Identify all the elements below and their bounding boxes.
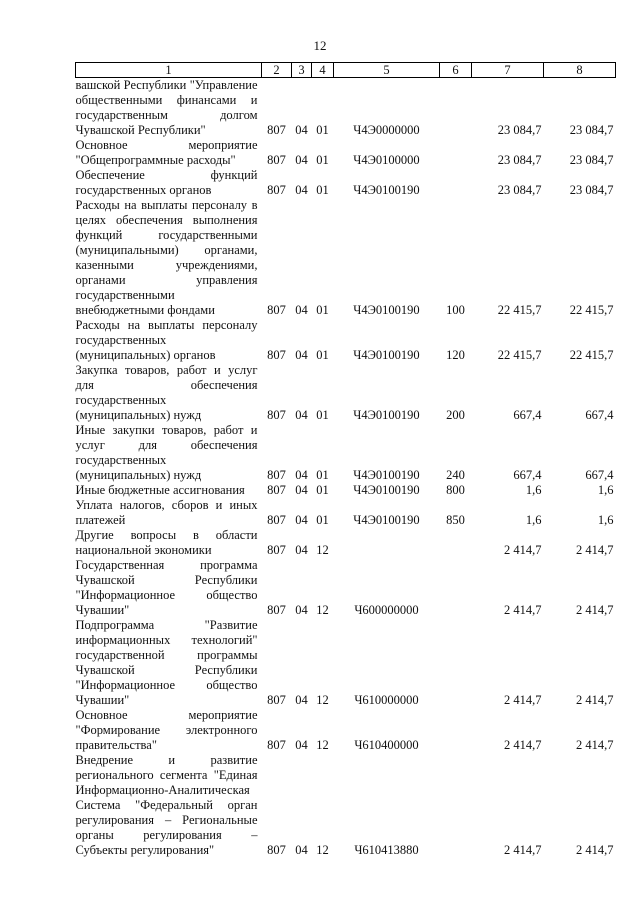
row-code-4: 12 xyxy=(316,693,329,707)
row-name: Расходы на выплаты персоналу государственных (муниципальных) органов xyxy=(75,318,258,362)
row-code-6 xyxy=(440,753,472,858)
row-code-2: 807 xyxy=(267,513,286,527)
row-name: Государственная программа Чувашской Республики "Информационное общество Чувашии" xyxy=(75,558,258,617)
row-amount-7: 2 414,7 xyxy=(504,693,542,707)
row-code-5: Ч4Э0100190 xyxy=(353,303,420,317)
column-header-7: 7 xyxy=(472,63,544,78)
row-code-6: 850 xyxy=(446,513,465,527)
row-code-6: 240 xyxy=(446,468,465,482)
row-code-6 xyxy=(440,138,472,168)
row-code-3: 04 xyxy=(295,543,308,557)
row-code-5: Ч610413880 xyxy=(354,843,419,857)
row-amount-7: 22 415,7 xyxy=(497,303,542,317)
row-code-6 xyxy=(440,618,472,708)
row-amount-8: 23 084,7 xyxy=(569,123,614,137)
row-amount-7: 1,6 xyxy=(525,483,542,497)
row-code-3: 04 xyxy=(295,483,308,497)
row-code-4: 01 xyxy=(316,468,329,482)
row-name: Уплата налогов, сборов и иных платежей xyxy=(75,498,258,527)
table-row xyxy=(76,138,616,168)
row-amount-8: 667,4 xyxy=(585,468,614,482)
row-code-4: 01 xyxy=(316,483,329,497)
column-header-1: 1 xyxy=(76,63,262,78)
row-code-3: 04 xyxy=(295,153,308,167)
row-code-2: 807 xyxy=(267,738,286,752)
row-code-2: 807 xyxy=(267,483,286,497)
row-code-2: 807 xyxy=(267,468,286,482)
row-code-6 xyxy=(440,168,472,198)
row-amount-8: 2 414,7 xyxy=(576,693,614,707)
row-code-2: 807 xyxy=(267,543,286,557)
row-amount-8: 667,4 xyxy=(585,408,614,422)
row-code-2: 807 xyxy=(267,348,286,362)
table-row xyxy=(76,198,616,318)
row-amount-8: 22 415,7 xyxy=(569,348,614,362)
row-amount-7: 23 084,7 xyxy=(497,153,542,167)
row-code-4: 01 xyxy=(316,303,329,317)
row-amount-7: 2 414,7 xyxy=(504,738,542,752)
row-code-3: 04 xyxy=(295,303,308,317)
row-code-3: 04 xyxy=(295,348,308,362)
row-code-2: 807 xyxy=(267,183,286,197)
row-amount-7: 23 084,7 xyxy=(497,123,542,137)
row-amount-7: 2 414,7 xyxy=(504,843,542,857)
column-header-4: 4 xyxy=(312,63,334,78)
row-code-3: 04 xyxy=(295,123,308,137)
row-code-4: 01 xyxy=(316,348,329,362)
row-code-3: 04 xyxy=(295,468,308,482)
row-code-4: 01 xyxy=(316,513,329,527)
row-amount-7: 667,4 xyxy=(513,408,542,422)
column-header-6: 6 xyxy=(440,63,472,78)
row-code-3: 04 xyxy=(295,513,308,527)
table-body xyxy=(76,78,616,859)
row-code-3: 04 xyxy=(295,183,308,197)
row-code-5: Ч4Э0100190 xyxy=(353,468,420,482)
row-code-4: 01 xyxy=(316,153,329,167)
row-amount-8: 23 084,7 xyxy=(569,153,614,167)
row-code-5: Ч4Э0100000 xyxy=(353,153,420,167)
row-code-4: 12 xyxy=(316,738,329,752)
row-code-2: 807 xyxy=(267,153,286,167)
table-row xyxy=(76,423,616,483)
row-code-5: Ч4Э0100190 xyxy=(353,348,420,362)
row-code-6 xyxy=(440,528,472,558)
row-code-2: 807 xyxy=(267,408,286,422)
row-code-5: Ч4Э0100190 xyxy=(353,513,420,527)
row-code-4: 01 xyxy=(316,123,329,137)
row-amount-8: 23 084,7 xyxy=(569,183,614,197)
row-code-2: 807 xyxy=(267,603,286,617)
table-row xyxy=(76,498,616,528)
row-amount-7: 22 415,7 xyxy=(497,348,542,362)
row-amount-8: 2 414,7 xyxy=(576,543,614,557)
row-code-6: 200 xyxy=(446,408,465,422)
row-amount-8: 2 414,7 xyxy=(576,738,614,752)
row-code-2: 807 xyxy=(267,123,286,137)
row-code-6: 800 xyxy=(446,483,465,497)
row-amount-8: 2 414,7 xyxy=(576,843,614,857)
column-header-8: 8 xyxy=(544,63,616,78)
row-code-5: Ч4Э0100190 xyxy=(353,183,420,197)
row-code-2: 807 xyxy=(267,303,286,317)
table-row xyxy=(76,318,616,363)
column-header-5: 5 xyxy=(334,63,440,78)
row-name: Основное мероприятие "Общепрограммные расходы" xyxy=(75,138,258,167)
table-row xyxy=(76,483,616,498)
row-code-5: Ч610400000 xyxy=(354,738,419,752)
column-header-2: 2 xyxy=(262,63,292,78)
table-row xyxy=(76,528,616,558)
header-row xyxy=(76,63,616,78)
row-code-6 xyxy=(440,558,472,618)
row-code-6 xyxy=(440,78,472,139)
row-name: Закупка товаров, работ и услуг для обеспечения государственных (муниципальных) нужд xyxy=(75,363,258,422)
row-code-5 xyxy=(334,528,440,558)
row-code-5: Ч4Э0000000 xyxy=(353,123,420,137)
table-row xyxy=(76,753,616,858)
row-name: Иные бюджетные ассигнования xyxy=(75,483,245,497)
page-number: 12 xyxy=(313,38,327,53)
table-row xyxy=(76,363,616,423)
row-name: Другие вопросы в области национальной экономики xyxy=(75,528,258,557)
row-code-6 xyxy=(440,708,472,753)
row-name: Внедрение и развитие регионального сегмента "Единая Информационно-Аналитическая Система "Федеральный орган регулирования – Региональные органы регулирования – Субъекты регулирования" xyxy=(75,753,258,857)
row-amount-7: 667,4 xyxy=(513,468,542,482)
row-code-6: 100 xyxy=(446,303,465,317)
row-name: Обеспечение функций государственных органов xyxy=(75,168,258,197)
row-amount-7: 2 414,7 xyxy=(504,543,542,557)
table-row xyxy=(76,558,616,618)
table-row xyxy=(76,618,616,708)
row-code-2: 807 xyxy=(267,843,286,857)
table-row xyxy=(76,708,616,753)
row-name: Расходы на выплаты персоналу в целях обеспечения выполнения функций государственными (муниципальными) органами, казенными учреждениями, органами управления государственными внебюджетными фондами xyxy=(75,198,258,317)
row-amount-8: 1,6 xyxy=(597,513,614,527)
row-code-5: Ч610000000 xyxy=(354,693,419,707)
row-code-4: 12 xyxy=(316,843,329,857)
row-code-2: 807 xyxy=(267,693,286,707)
row-name: вашской Республики "Управление общественными финансами и государственным долгом Чувашской Республики" xyxy=(75,78,258,137)
row-code-5: Ч4Э0100190 xyxy=(353,408,420,422)
row-name: Подпрограмма "Развитие информационных технологий" государственной программы Чувашской Республики "Информационное общество Чувашии" xyxy=(75,618,258,707)
row-code-4: 01 xyxy=(316,183,329,197)
row-code-3: 04 xyxy=(295,693,308,707)
row-code-3: 04 xyxy=(295,843,308,857)
row-amount-7: 2 414,7 xyxy=(504,603,542,617)
row-amount-8: 2 414,7 xyxy=(576,603,614,617)
row-name: Иные закупки товаров, работ и услуг для обеспечения государственных (муниципальных) нужд xyxy=(75,423,258,482)
row-code-3: 04 xyxy=(295,408,308,422)
row-code-3: 04 xyxy=(295,603,308,617)
row-code-5: Ч4Э0100190 xyxy=(353,483,420,497)
row-amount-8: 22 415,7 xyxy=(569,303,614,317)
column-header-3: 3 xyxy=(292,63,312,78)
row-code-4: 12 xyxy=(316,603,329,617)
row-code-4: 01 xyxy=(316,408,329,422)
row-code-3: 04 xyxy=(295,738,308,752)
table-row xyxy=(76,78,616,139)
row-code-6: 120 xyxy=(446,348,465,362)
row-name: Основное мероприятие "Формирование электронного правительства" xyxy=(75,708,258,752)
row-code-5: Ч600000000 xyxy=(354,603,419,617)
table-row xyxy=(76,168,616,198)
row-amount-7: 23 084,7 xyxy=(497,183,542,197)
row-amount-7: 1,6 xyxy=(525,513,542,527)
budget-table xyxy=(75,62,616,858)
row-code-4: 12 xyxy=(316,543,329,557)
row-amount-8: 1,6 xyxy=(597,483,614,497)
